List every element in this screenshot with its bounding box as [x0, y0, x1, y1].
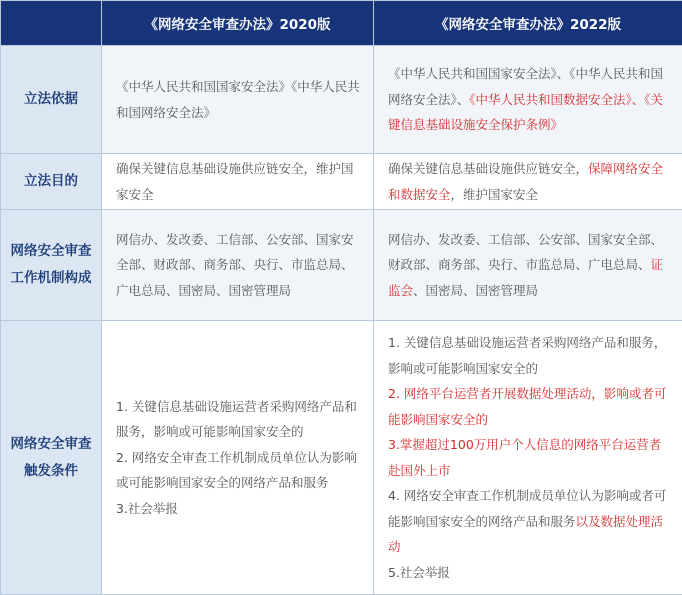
text-run: 网信办、发改委、工信部、公安部、国家安全部、财政部、商务部、央行、市监总局、广电总局、国密局、国密管理局 [116, 232, 354, 298]
table-row [1, 321, 682, 595]
list-item [388, 483, 672, 560]
text-run: 4. 网络安全审查工作机制成员单位认为影响或者可能影响国家安全的网络产品和服务 [388, 488, 666, 529]
text-run: 《中华人民共和国国家安全法》、《中华人民共和国网络安全法》、 [388, 66, 663, 107]
list-item: 5.社会举报 [388, 560, 672, 586]
row-label-legislative-basis: 立法依据 [1, 46, 102, 154]
table-row [1, 210, 682, 321]
cell-2022-mechanism-composition [374, 210, 682, 321]
cell-2022-trigger-conditions [374, 321, 682, 595]
cell-2022-legislative-basis [374, 46, 682, 154]
text-run-highlight: 保障网络安全和数据安全 [388, 161, 663, 202]
text-run: 确保关键信息基础设施供应链安全，维护国家安全 [116, 161, 354, 202]
row-label-trigger-conditions: 网络安全审查触发条件 [1, 321, 102, 595]
text-run-highlight: 证监会 [388, 257, 663, 298]
list-item-highlight: 3.掌握超过100万用户个人信息的网络平台运营者赴国外上市 [388, 432, 672, 483]
table-row [1, 154, 682, 210]
row-label-mechanism-composition: 网络安全审查工作机制构成 [1, 210, 102, 321]
text-run-highlight: 《中华人民共和国数据安全法》、《关键信息基础设施安全保护条例》 [388, 92, 663, 133]
cell-2020-mechanism-composition [102, 210, 374, 321]
header-corner-cell [1, 1, 102, 46]
text-run: 网信办、发改委、工信部、公安部、国家安全部、财政部、商务部、央行、市监总局、广电总局、 [388, 232, 663, 273]
text-run: 确保关键信息基础设施供应链安全， [388, 161, 588, 176]
list-item-highlight: 2. 网络平台运营者开展数据处理活动，影响或者可能影响国家安全的 [388, 381, 672, 432]
row-label-legislative-purpose: 立法目的 [1, 154, 102, 210]
text-run: ，维护国家安全 [451, 187, 539, 202]
table-row [1, 46, 682, 154]
cell-2022-legislative-purpose [374, 154, 682, 210]
text-run: 《中华人民共和国国家安全法》《中华人民共和国网络安全法》 [116, 79, 360, 120]
cell-2020-legislative-purpose [102, 154, 374, 210]
header-2020-version: 《网络安全审查办法》2020版 [102, 1, 374, 46]
list-item: 2. 网络安全审查工作机制成员单位认为影响或可能影响国家安全的网络产品和服务 [116, 445, 363, 496]
header-2022-version: 《网络安全审查办法》2022版 [374, 1, 682, 46]
text-run-highlight: 以及数据处理活动 [388, 514, 663, 555]
list-item: 1. 关键信息基础设施运营者采购网络产品和服务，影响或可能影响国家安全的 [116, 394, 363, 445]
cell-2020-legislative-basis [102, 46, 374, 154]
cell-2020-trigger-conditions [102, 321, 374, 595]
list-item: 3.社会举报 [116, 496, 363, 522]
list-item: 1. 关键信息基础设施运营者采购网络产品和服务，影响或可能影响国家安全的 [388, 330, 672, 381]
header-row [1, 1, 682, 46]
text-run: 、国密局、国密管理局 [413, 283, 538, 298]
